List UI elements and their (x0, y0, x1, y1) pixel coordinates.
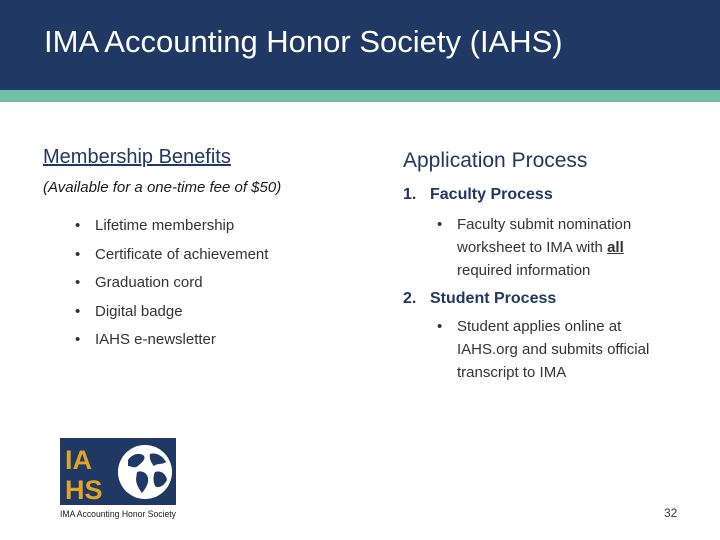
faculty-step-text (437, 213, 667, 282)
iahs-logo (58, 436, 180, 520)
globe-icon (118, 445, 172, 499)
application-process-heading: Application Process (403, 149, 588, 172)
student-step-bullet (437, 315, 667, 384)
benefit-item: • Certificate of achievement (75, 245, 268, 274)
logo-caption: IMA Accounting Honor Society (60, 509, 177, 519)
step-label: Student Process (430, 290, 557, 307)
membership-fee-note: (Available for a one-time fee of $50) (43, 179, 282, 196)
benefits-list (75, 216, 268, 359)
logo-letters-bottom: HS (65, 475, 103, 505)
step-faculty (403, 186, 553, 204)
slide-title: IMA Accounting Honor Society (IAHS) (44, 24, 563, 59)
student-step-text: Student applies online at IAHS.org and submits official transcript to IMA (457, 318, 650, 381)
step-number: 1. (403, 186, 417, 203)
page-number: 32 (664, 506, 678, 520)
emphasis-all: all (607, 239, 624, 256)
bullet-dot: • (437, 216, 443, 233)
step-student (403, 290, 556, 308)
faculty-text-part: required information (457, 262, 591, 279)
benefit-item: • Digital badge (75, 302, 268, 331)
faculty-text-part: Faculty submit nomination worksheet to IMA with (457, 216, 632, 256)
benefit-item: • IAHS e-newsletter (75, 330, 268, 359)
logo-letters-top: IA (65, 445, 92, 475)
membership-benefits-heading: Membership Benefits (43, 146, 231, 168)
bullet-dot: • (437, 318, 443, 335)
benefit-item: • Lifetime membership (75, 216, 268, 245)
step-label: Faculty Process (430, 186, 553, 203)
step-number: 2. (403, 290, 417, 307)
accent-bar (0, 90, 720, 102)
faculty-step-bullet (437, 213, 667, 282)
benefit-item: • Graduation cord (75, 273, 268, 302)
